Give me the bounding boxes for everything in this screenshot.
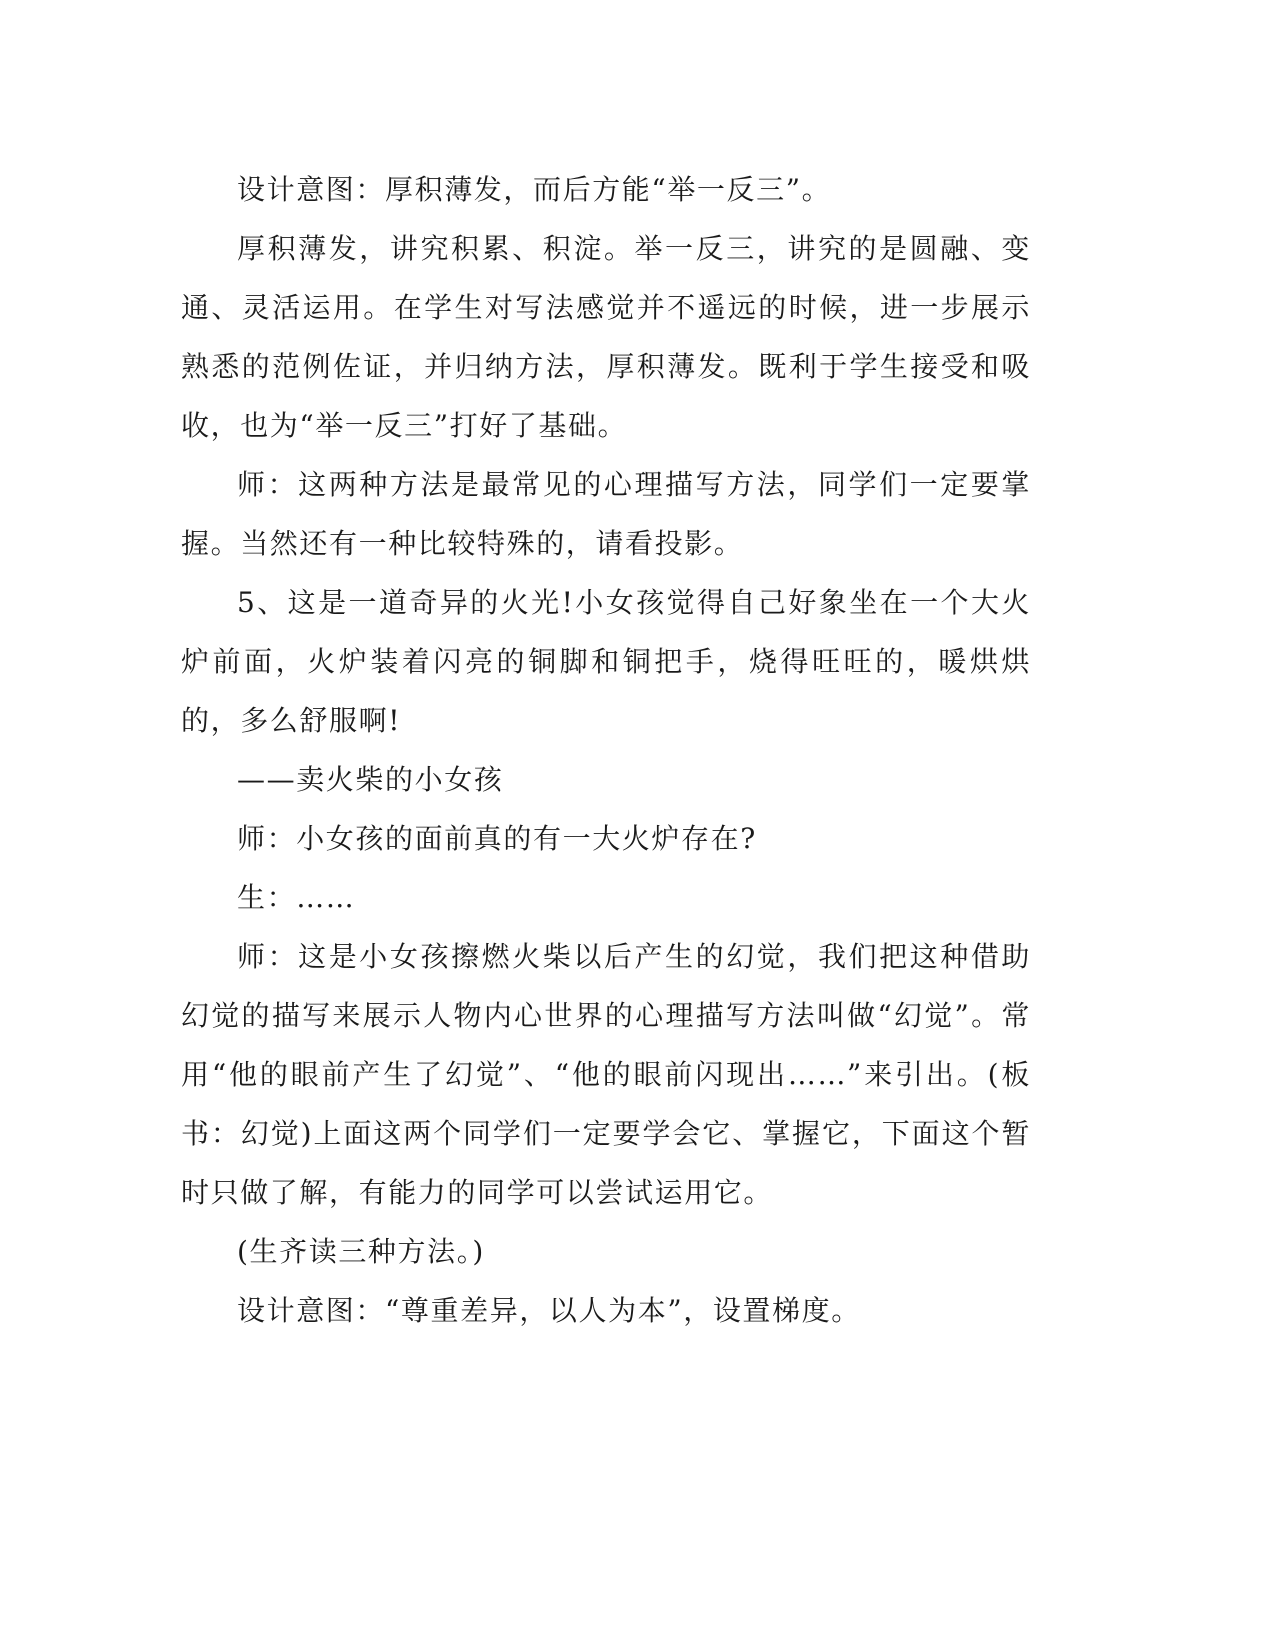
- document-body: [181, 160, 1031, 1340]
- body-paragraph: 厚积薄发，讲究积累、积淀。举一反三，讲究的是圆融、变通、灵活运用。在学生对写法感觉并不遥远的时候，进一步展示熟悉的范例佐证，并归纳方法，厚积薄发。既利于学生接受和吸收，也为“举一反三”打好了基础。: [181, 232, 1031, 442]
- example-quote-paragraph: 5、这是一道奇异的火光!小女孩觉得自己好象坐在一个大火炉前面，火炉装着闪亮的铜脚和铜把手，烧得旺旺的，暖烘烘的，多么舒服啊!: [181, 586, 1031, 737]
- class-reading-paragraph: (生齐读三种方法。): [237, 1235, 485, 1268]
- teacher-paragraph: 师：这两种方法是最常见的心理描写方法，同学们一定要掌握。当然还有一种比较特殊的，请看投影。: [181, 468, 1031, 560]
- teacher-question-paragraph: 师：小女孩的面前真的有一大火炉存在?: [237, 822, 757, 855]
- design-intent-paragraph-2: 设计意图：“尊重差异，以人为本”，设置梯度。: [237, 1294, 861, 1327]
- quote-attribution: ——卖火柴的小女孩: [237, 763, 504, 796]
- student-reply-paragraph: 生：……: [237, 881, 356, 914]
- design-intent-paragraph: 设计意图：厚积薄发，而后方能“举一反三”。: [237, 173, 832, 206]
- teacher-explanation-paragraph: 师：这是小女孩擦燃火柴以后产生的幻觉，我们把这种借助幻觉的描写来展示人物内心世界的心理描写方法叫做“幻觉”。常用“他的眼前产生了幻觉”、“他的眼前闪现出……”来引出。(板书：幻觉)上面这两个同学们一定要学会它、掌握它，下面这个暂时只做了解，有能力的同学可以尝试运用它。: [181, 940, 1031, 1209]
